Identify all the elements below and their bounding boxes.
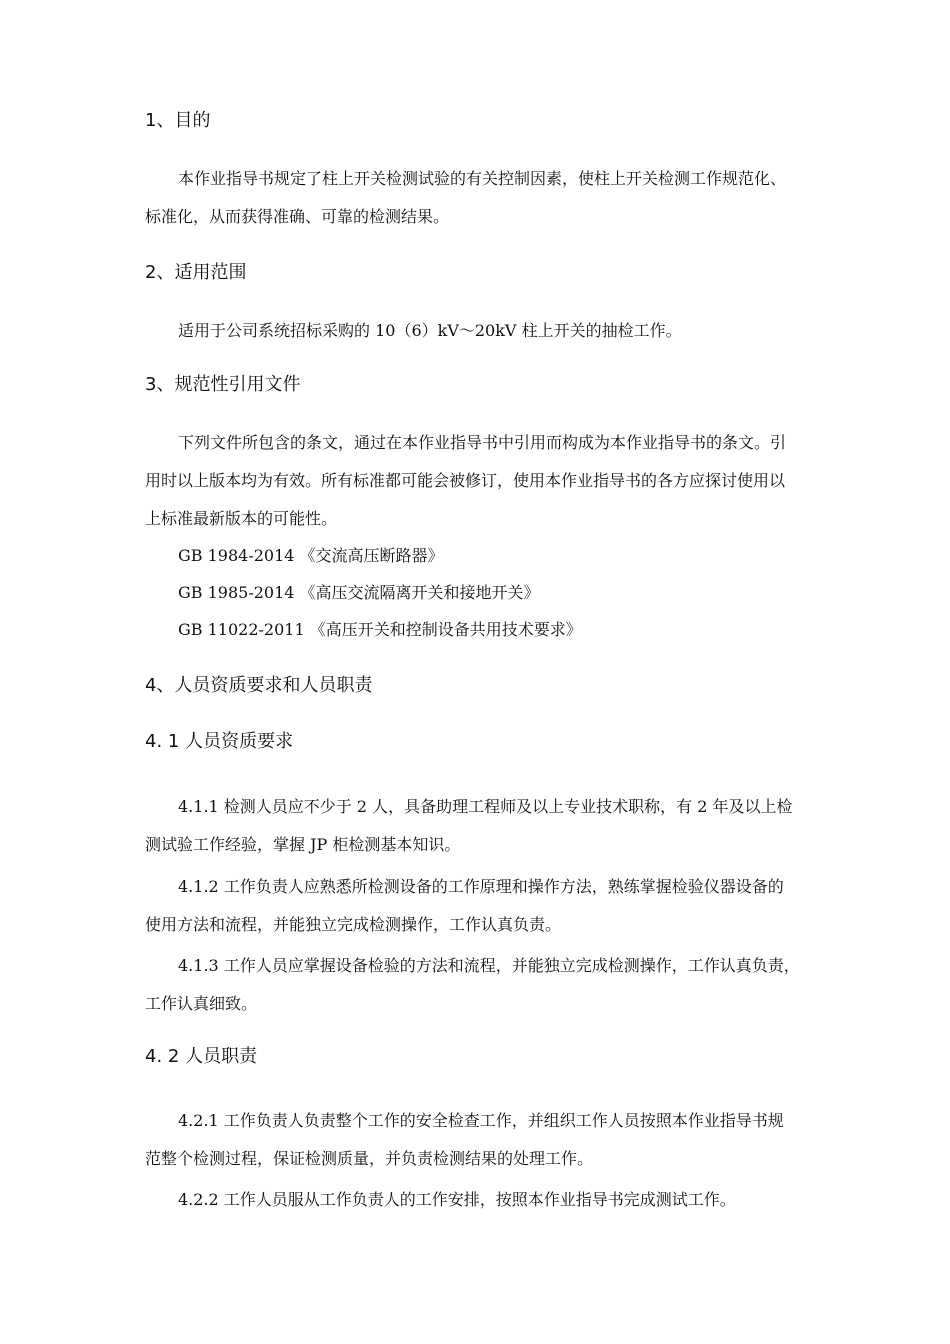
- clause-line: 4.1.2 工作负责人应熟悉所检测设备的工作原理和操作方法，熟练掌握检验仪器设备的: [178, 877, 784, 896]
- paragraph-line: 下列文件所包含的条文，通过在本作业指导书中引用而构成为本作业指导书的条文。引: [178, 433, 787, 452]
- section-heading-scope: 2、适用范围: [145, 262, 247, 283]
- clause-line: 4.1.3 工作人员应掌握设备检验的方法和流程，并能独立完成检测操作，工作认真负责，: [178, 956, 800, 975]
- section-heading-references: 3、规范性引用文件: [145, 374, 301, 395]
- clause-line: 使用方法和流程，并能独立完成检测操作，工作认真负责。: [145, 915, 562, 934]
- clause-line: 4.2.2 工作人员服从工作负责人的工作安排，按照本作业指导书完成测试工作。: [178, 1190, 736, 1209]
- reference-item: GB 1984-2014 《交流高压断路器》: [178, 546, 444, 565]
- subsection-heading-duties: 4. 2 人员职责: [145, 1046, 258, 1067]
- clause-line: 范整个检测过程，保证检测质量，并负责检测结果的处理工作。: [145, 1149, 594, 1168]
- paragraph-line: 本作业指导书规定了柱上开关检测试验的有关控制因素，使柱上开关检测工作规范化、: [178, 169, 787, 188]
- clause-line: 4.2.1 工作负责人负责整个工作的安全检查工作，并组织工作人员按照本作业指导书规: [178, 1111, 784, 1130]
- paragraph-line: 标准化，从而获得准确、可靠的检测结果。: [145, 207, 450, 226]
- clause-line: 工作认真细致。: [145, 994, 258, 1013]
- section-heading-personnel: 4、人员资质要求和人员职责: [145, 675, 373, 696]
- clause-line: 测试验工作经验，掌握 JP 柜检测基本知识。: [145, 835, 461, 854]
- reference-item: GB 1985-2014 《高压交流隔离开关和接地开关》: [178, 583, 540, 602]
- paragraph-line: 上标准最新版本的可能性。: [145, 509, 338, 528]
- section-heading-purpose: 1、目的: [145, 110, 211, 131]
- reference-item: GB 11022-2011 《高压开关和控制设备共用技术要求》: [178, 620, 582, 639]
- paragraph-line: 适用于公司系统招标采购的 10（6）kV～20kV 柱上开关的抽检工作。: [178, 321, 682, 340]
- paragraph-line: 用时以上版本均为有效。所有标准都可能会被修订，使用本作业指导书的各方应探讨使用以: [145, 471, 786, 490]
- subsection-heading-qualification: 4. 1 人员资质要求: [145, 731, 294, 752]
- clause-line: 4.1.1 检测人员应不少于 2 人，具备助理工程师及以上专业技术职称，有 2 年及以上检: [178, 797, 793, 816]
